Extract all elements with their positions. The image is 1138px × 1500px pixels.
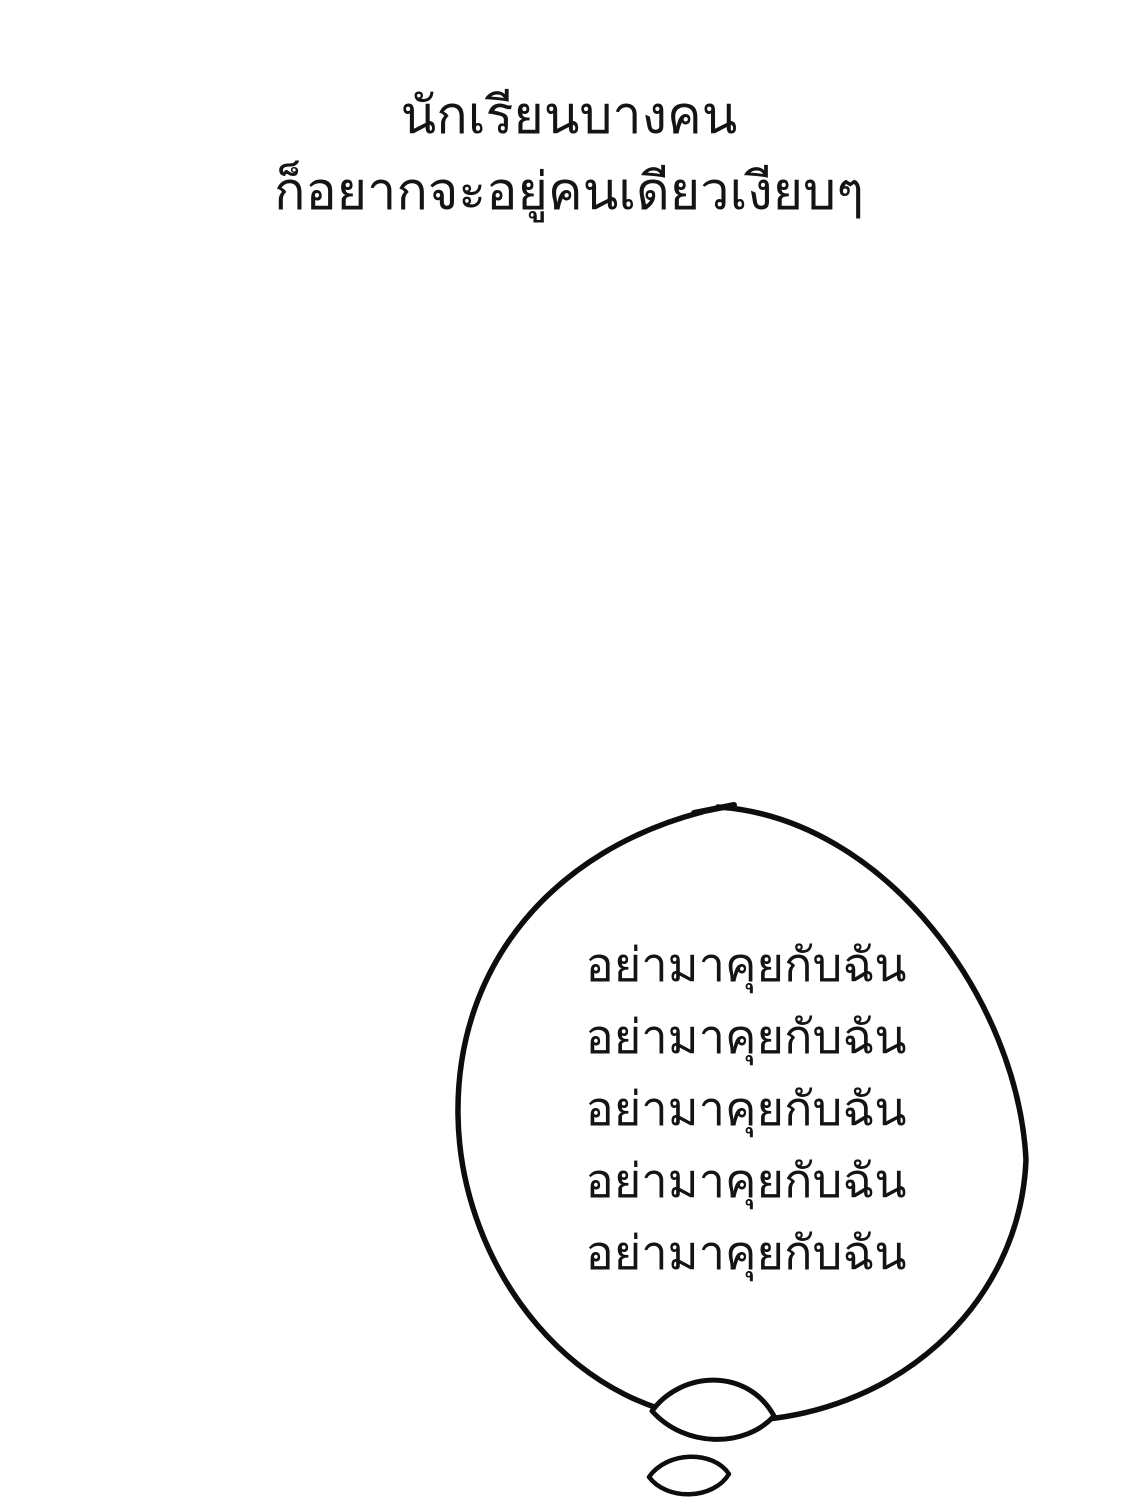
bubble-text-line: อย่ามาคุยกับฉัน: [585, 1226, 907, 1279]
caption: [0, 78, 1138, 230]
thought-bubble-stroke-overlap: [694, 805, 734, 813]
bubble-text-line: อย่ามาคุยกับฉัน: [585, 1154, 907, 1207]
thought-bubble-tail-small-puff: [649, 1457, 729, 1495]
caption-line-2: ก็อยากจะอยู่คนเดียวเงียบๆ: [273, 163, 865, 221]
bubble-text-line: อย่ามาคุยกับฉัน: [585, 1082, 907, 1135]
bubble-text-line: อย่ามาคุยกับฉัน: [585, 1010, 907, 1063]
thought-bubble-tail-large-puff: [652, 1380, 774, 1439]
thought-bubble-text: [446, 929, 1046, 1289]
bubble-text-line: อย่ามาคุยกับฉัน: [585, 938, 907, 991]
caption-line-1: นักเรียนบางคน: [400, 87, 738, 145]
